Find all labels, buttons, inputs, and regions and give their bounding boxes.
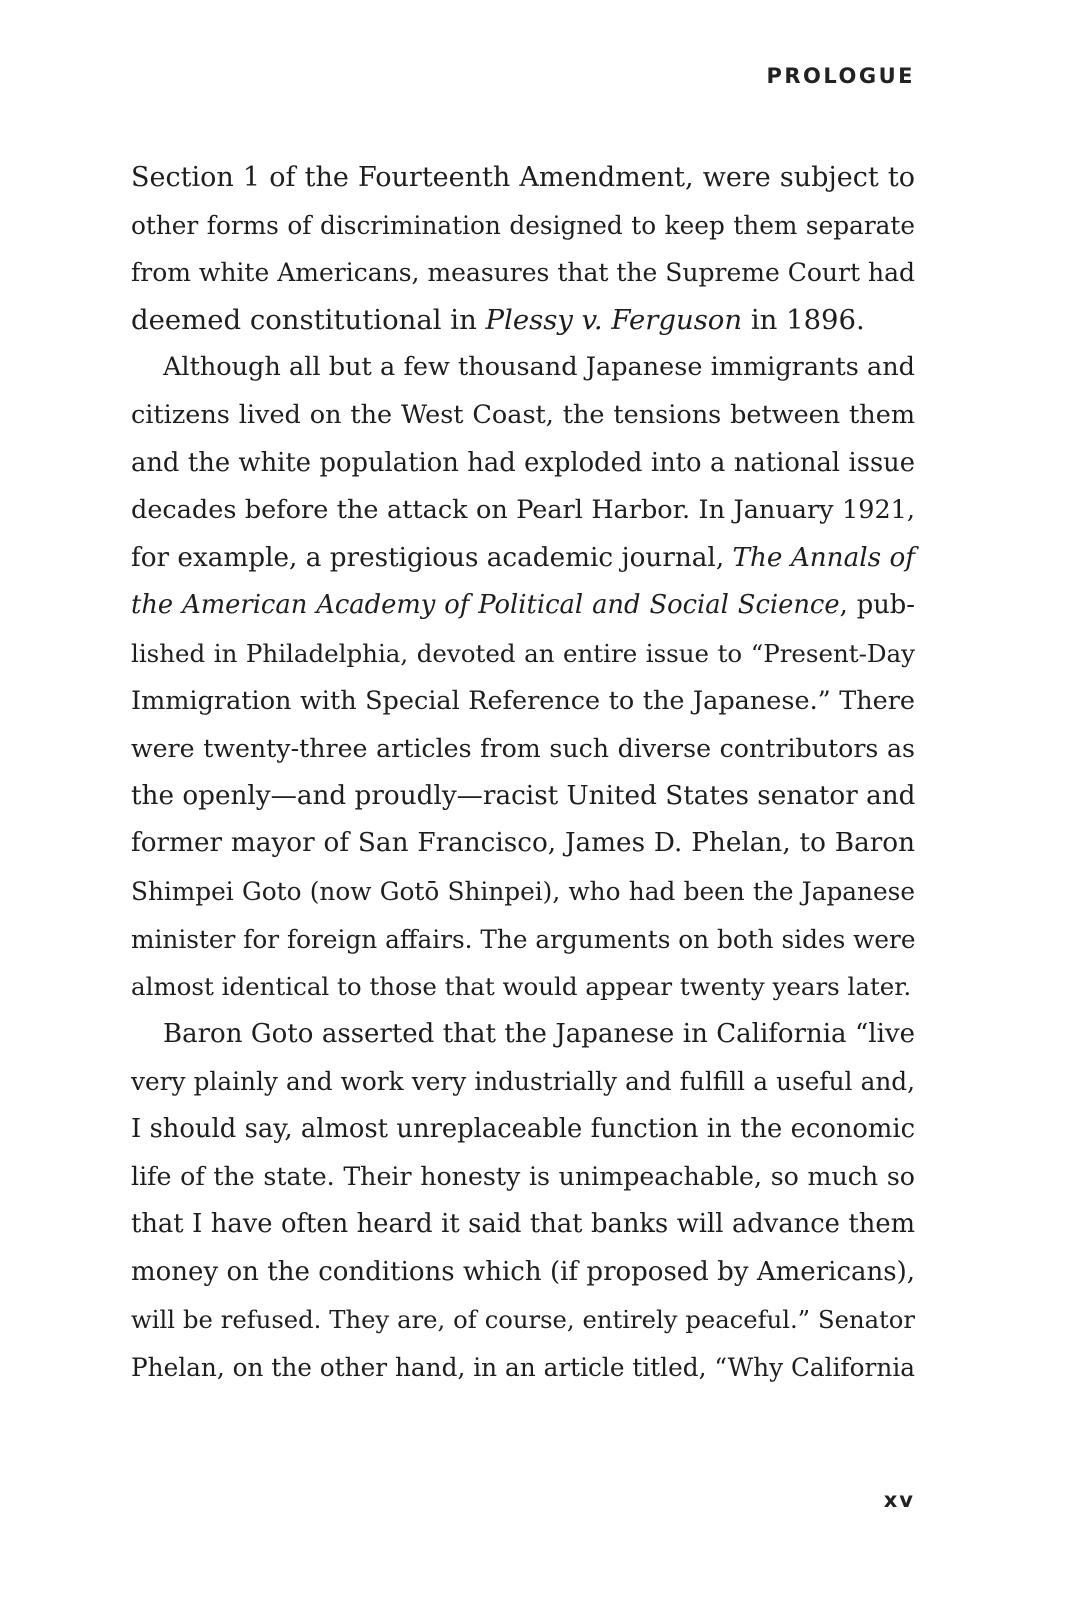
text-line: citizens lived on the West Coast, the tensions between them xyxy=(131,399,915,430)
italic-title: the American Academy of Political and Social Science xyxy=(131,590,840,621)
text-line: decades before the attack on Pearl Harbor. In January 1921, xyxy=(131,495,915,526)
text-line: other forms of discrimination designed to keep them separate xyxy=(131,210,915,240)
running-head: PROLOGUE xyxy=(766,64,915,88)
text-line: and the white population had exploded into a national issue xyxy=(131,447,915,478)
text-line: minister for foreign affairs. The arguments on both sides were xyxy=(131,924,916,954)
italic-title: The Annals of xyxy=(732,542,915,573)
text-line: Baron Goto asserted that the Japanese in California “live xyxy=(163,1018,915,1049)
text-line: former mayor of San Francisco, James D. Phelan, to Baron xyxy=(131,828,915,859)
text-line: Although all but a few thousand Japanese immigrants and xyxy=(163,352,915,383)
text-line: from white Americans, measures that the Supreme Court had xyxy=(131,258,915,288)
text-line: Shimpei Goto (now Gotō Shinpei), who had been the Japanese xyxy=(131,876,915,906)
text-line: will be refused. They are, of course, entirely peaceful.” Senator xyxy=(131,1305,915,1335)
text-line: lished in Philadelphia, devoted an entire issue to “Present-Day xyxy=(131,638,915,668)
text-line: almost identical to those that would appear twenty years later. xyxy=(131,972,912,1002)
text-line: Phelan, on the other hand, in an article titled, “Why California xyxy=(131,1352,915,1382)
text-line: Section 1 of the Fourteenth Amendment, were subject to xyxy=(131,162,915,193)
text-line: money on the conditions which (if proposed by Americans), xyxy=(131,1256,915,1287)
text-line: the openly—and proudly—racist United States senator and xyxy=(131,780,916,811)
text-line: I should say, almost unreplaceable function in the economic xyxy=(131,1113,915,1144)
page-number: xv xyxy=(883,1488,915,1512)
text-line: very plainly and work very industrially and fulfill a useful and, xyxy=(131,1067,915,1097)
text-line: life of the state. Their honesty is unimpeachable, so much so xyxy=(131,1162,915,1192)
text-line: deemed constitutional in Plessy v. Ferguson in 1896. xyxy=(131,303,865,336)
text-line: for example, a prestigious academic journal, The Annals of xyxy=(131,542,915,573)
italic-title: Plessy v. Ferguson xyxy=(485,303,743,336)
text-line: Immigration with Special Reference to the Japanese.” There xyxy=(131,685,915,716)
text-line: that I have often heard it said that banks will advance them xyxy=(131,1209,915,1240)
body-text xyxy=(131,154,915,1391)
text-line: the American Academy of Political and Social Science, pub- xyxy=(131,590,915,621)
text-line: were twenty-three articles from such diverse contributors as xyxy=(131,734,915,764)
